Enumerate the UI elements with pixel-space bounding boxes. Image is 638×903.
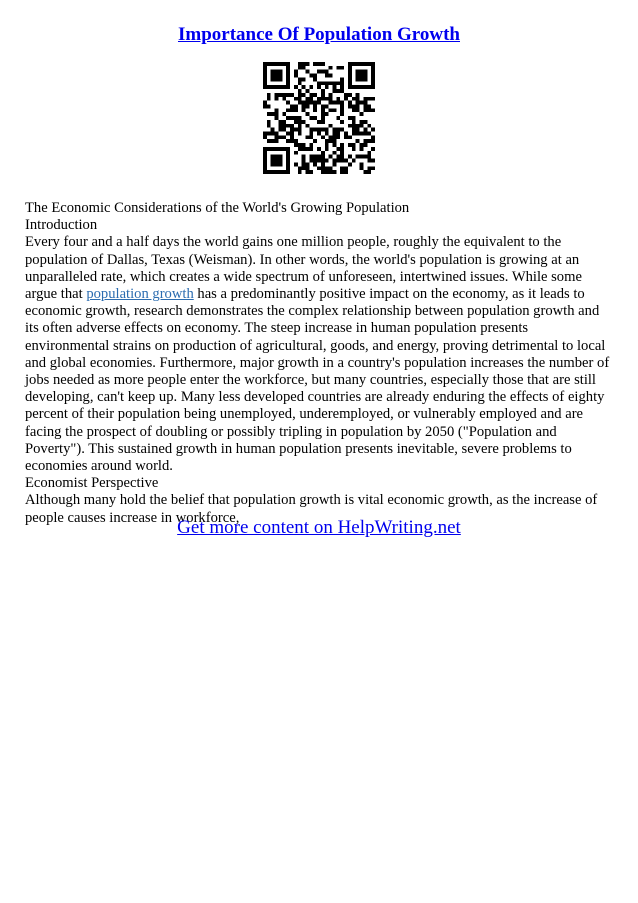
intro-text-before-link: Every four and a half days the world gains one million people, roughly the equivalent to the population of Dallas, Texas (Weisman). In other words, the world's population is growing at an unparalleled rate, which creates a wide spectrum of unforeseen, intertwined issues. While some argue that: [25, 234, 582, 303]
document-body: [25, 200, 615, 527]
population-growth-link[interactable]: population growth: [86, 286, 194, 303]
document-heading: The Economic Considerations of the World's Growing Population: [25, 200, 410, 216]
qr-code-icon: [263, 62, 375, 174]
qr-code-graphic: [263, 62, 375, 174]
section-label-introduction: Introduction: [25, 217, 98, 234]
intro-paragraph: [25, 234, 615, 475]
section-label-economist: Economist Perspective: [25, 475, 159, 492]
footer: [0, 517, 638, 539]
get-more-content-link[interactable]: Get more content on HelpWriting.net: [177, 517, 461, 538]
page-title: [0, 24, 638, 46]
title-link[interactable]: Importance Of Population Growth: [177, 24, 460, 45]
economist-paragraph: Although many hold the belief that population growth is vital economic growth, as the increase of people causes increase in workforce,: [25, 492, 598, 526]
intro-text-after-link: has a predominantly positive impact on the economy, as it leads to economic growth, research demonstrates the complex relationship between population growth and its often adverse effects on economy. The steep increase in human population presents environmental strains on production of agricultural, goods, and energy, proving detrimental to local and global economies. Furthermore, major growth in a country's population increases the number of jobs needed as more people enter the workforce, but many countries, especially those that are still developing, can't keep up. Many less developed countries are already enduring the effects of eighty percent of their population being unemployed, underemployed, or vulnerably employed and are facing the prospect of doubling or possibly tripling in population by 2050 ("Population and Poverty"). This sustained growth in human population presents inevitable, severe problems to economies around world.: [25, 286, 610, 475]
